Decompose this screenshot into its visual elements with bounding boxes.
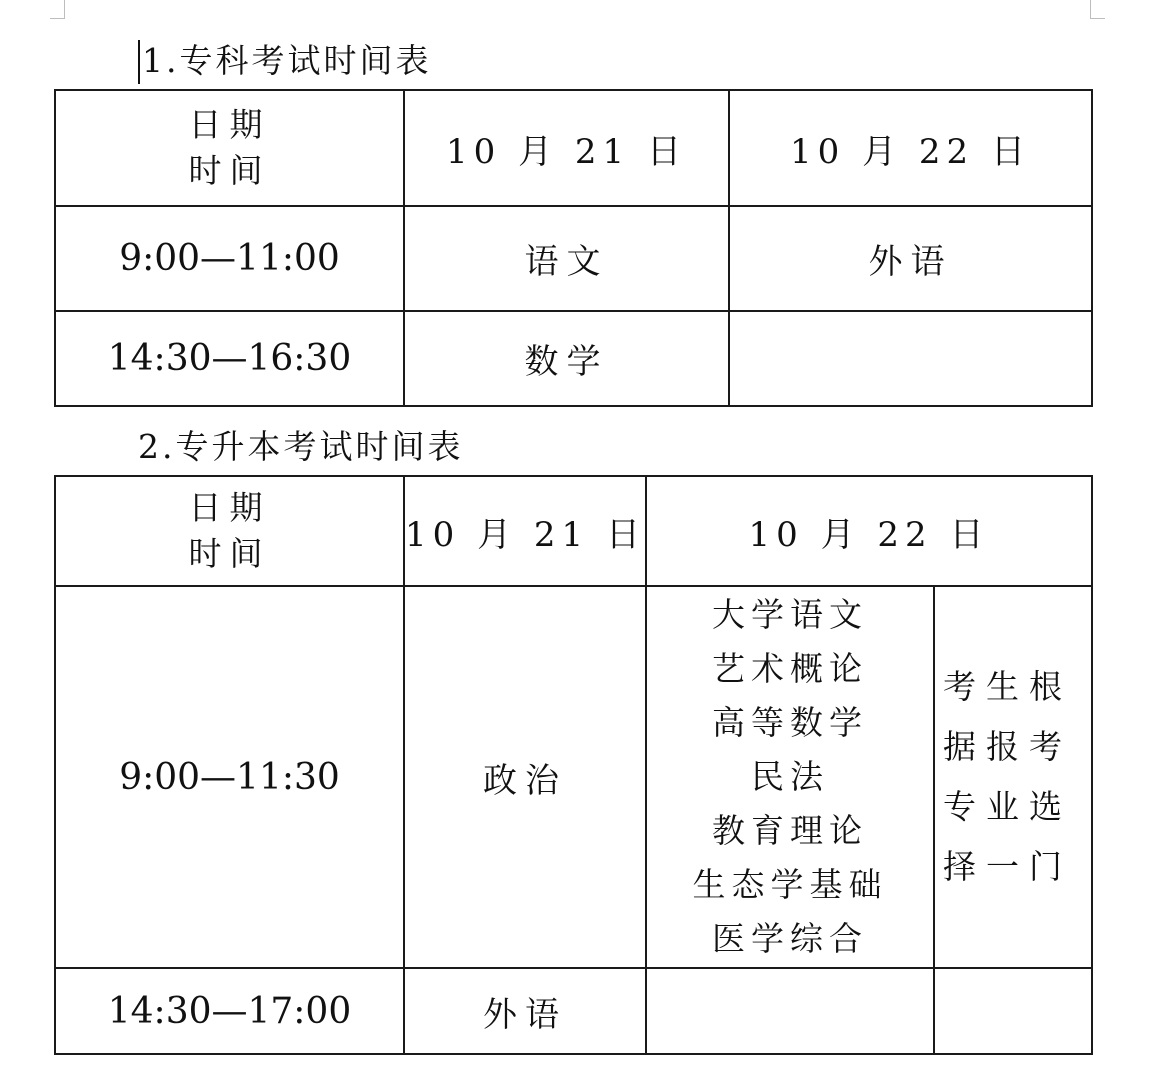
date-label: 10 月 21 日 (446, 131, 687, 172)
table-row (55, 311, 1092, 406)
empty-cell (646, 968, 934, 1054)
subject-cell (404, 586, 646, 968)
text-cursor (138, 40, 140, 84)
upgrade-exam-schedule-table (54, 475, 1093, 1055)
subject-label: 外语 (868, 242, 953, 282)
subject-list-cell (646, 586, 934, 968)
time-label: 14:30—17:00 (107, 990, 352, 1032)
section2-title: 2.专升本考试时间表 (138, 427, 464, 466)
subject-cell (404, 968, 646, 1054)
time-label: 14:30—16:30 (107, 338, 352, 379)
table-row (55, 968, 1092, 1054)
header-corner-cell (55, 90, 404, 206)
subject-list (647, 588, 933, 967)
time-cell (55, 586, 404, 968)
header-time-label: 时间 (188, 534, 271, 573)
subject-label: 数学 (524, 342, 609, 382)
table-header-row (55, 90, 1092, 206)
subject-label: 外语 (483, 994, 567, 1035)
table-row (55, 586, 1092, 968)
table-row (55, 206, 1092, 311)
subject-cell (404, 311, 729, 406)
list-item: 医学综合 (712, 919, 868, 959)
empty-cell (729, 311, 1092, 406)
page-corner-mark-left (50, 0, 65, 19)
specialty-exam-schedule-table (54, 89, 1093, 407)
page-corner-mark-right (1090, 0, 1105, 19)
header-date-cell (646, 476, 1092, 586)
subject-label: 政治 (483, 760, 567, 801)
header-time-label: 时间 (188, 151, 271, 190)
header-date-cell (404, 476, 646, 586)
date-label: 10 月 22 日 (790, 131, 1031, 172)
header-date-label: 日期 (188, 104, 271, 144)
empty-cell (934, 968, 1092, 1054)
time-label: 9:00—11:00 (119, 238, 340, 279)
list-item: 大学语文 (712, 594, 868, 634)
section1-title: 1.专科考试时间表 (142, 41, 432, 80)
time-cell (55, 206, 404, 311)
note-cell (934, 586, 1092, 968)
header-date-cell (729, 90, 1092, 206)
time-label: 9:00—11:30 (119, 756, 340, 798)
time-cell (55, 968, 404, 1054)
header-date-cell (404, 90, 729, 206)
list-item: 教育理论 (712, 811, 868, 851)
date-label: 10 月 21 日 (405, 514, 646, 555)
selection-note: 考生根据报考专业选择一门 (943, 666, 1072, 887)
list-item: 民法 (751, 756, 829, 796)
header-corner-cell (55, 476, 404, 586)
subject-cell (729, 206, 1092, 311)
header-date-label: 日期 (188, 487, 271, 527)
subject-cell (404, 206, 729, 311)
list-item: 高等数学 (712, 702, 868, 742)
date-label: 10 月 22 日 (748, 514, 990, 555)
time-cell (55, 311, 404, 406)
list-item: 生态学基础 (692, 865, 888, 905)
subject-label: 语文 (524, 242, 609, 282)
list-item: 艺术概论 (712, 648, 868, 688)
table-header-row (55, 476, 1092, 586)
